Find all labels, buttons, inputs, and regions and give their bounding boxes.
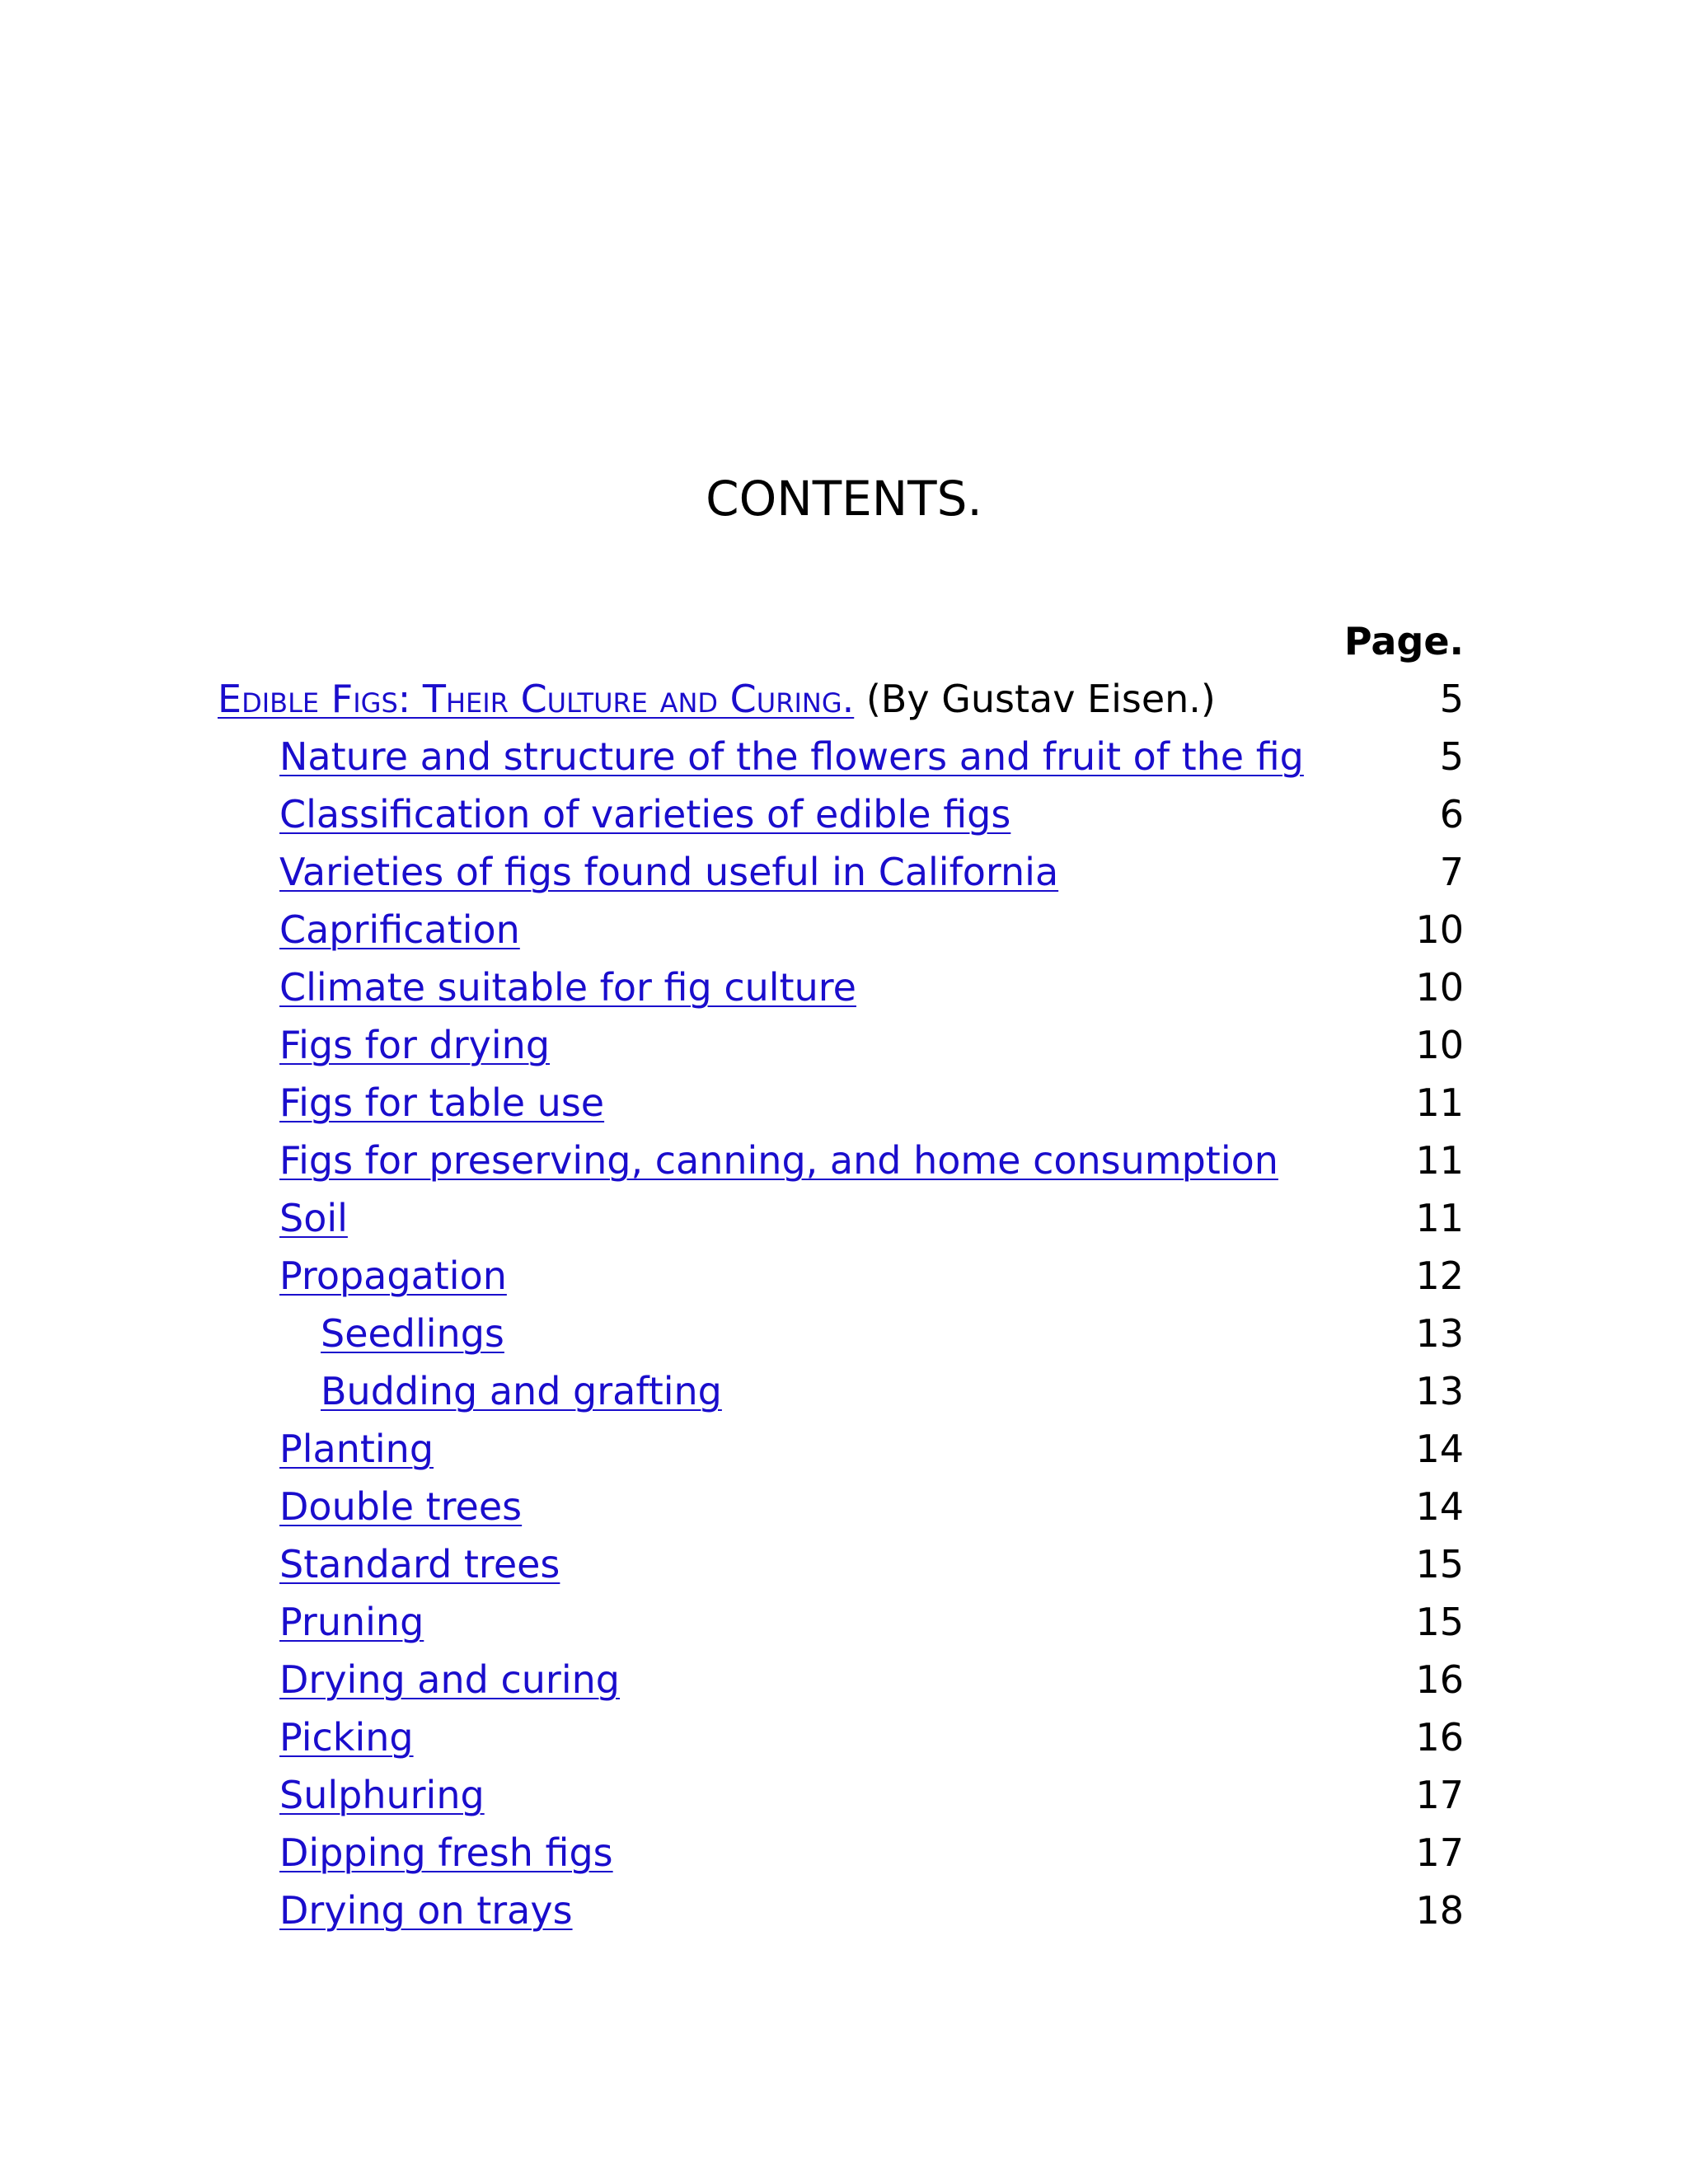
toc-entry-link[interactable]: Drying and curing: [279, 1657, 620, 1702]
toc-entry-link[interactable]: Dipping fresh figs: [279, 1830, 613, 1875]
toc-entry: [218, 1708, 1464, 1766]
toc-entry-link[interactable]: Figs for table use: [279, 1080, 605, 1125]
toc-page-number: 13: [1415, 1311, 1464, 1356]
toc-entry-link[interactable]: Climate suitable for fig culture: [279, 965, 856, 1010]
page-column-label: Page.: [1343, 619, 1464, 663]
toc-page-number: 17: [1415, 1773, 1464, 1817]
toc-entry-link[interactable]: Standard trees: [279, 1542, 560, 1586]
toc-page-number: 6: [1439, 792, 1464, 837]
toc-entry: [218, 785, 1464, 843]
toc-entry: [218, 1074, 1464, 1132]
toc-entry-link[interactable]: Drying on trays: [279, 1888, 573, 1933]
table-of-contents: [218, 612, 1464, 1939]
toc-entry-link[interactable]: Propagation: [279, 1254, 507, 1298]
toc-entry: [218, 1189, 1464, 1247]
toc-entry-link[interactable]: Figs for drying: [279, 1023, 551, 1067]
toc-entry-link[interactable]: Caprification: [279, 907, 520, 952]
toc-main-entry-note: (By Gustav Eisen.): [865, 677, 1216, 721]
toc-entry: [218, 1651, 1464, 1708]
toc-entry-link[interactable]: Pruning: [279, 1600, 424, 1644]
toc-main-entry-link[interactable]: Edible Figs: Their Culture and Curing.: [218, 677, 855, 721]
toc-page-number: 11: [1415, 1138, 1464, 1183]
toc-entry: [218, 843, 1464, 901]
toc-entry-link[interactable]: Figs for preserving, canning, and home consumption: [279, 1138, 1278, 1183]
toc-page-number: 10: [1415, 965, 1464, 1010]
toc-subentry: [218, 1362, 1464, 1420]
toc-page-number: 13: [1415, 1369, 1464, 1413]
toc-entry: [218, 1478, 1464, 1535]
toc-page-number: 7: [1439, 850, 1464, 894]
toc-page-number: 15: [1415, 1600, 1464, 1644]
toc-main-entry: [218, 670, 1464, 728]
toc-page-number: 5: [1439, 734, 1464, 779]
toc-header-row: [218, 612, 1464, 670]
toc-entry-link[interactable]: Nature and structure of the flowers and fruit of the fig: [279, 734, 1304, 779]
toc-entry-link[interactable]: Varieties of figs found useful in California: [279, 850, 1059, 894]
toc-page-number: 5: [1439, 677, 1464, 721]
toc-entry-link[interactable]: Classification of varieties of edible figs: [279, 792, 1011, 837]
toc-entry-link[interactable]: Soil: [279, 1196, 348, 1240]
toc-entry: [218, 1593, 1464, 1651]
toc-page-number: 18: [1415, 1888, 1464, 1933]
toc-page-number: 11: [1415, 1196, 1464, 1240]
toc-subentry-link[interactable]: Budding and grafting: [321, 1369, 722, 1413]
toc-entry: [218, 1132, 1464, 1189]
toc-entry: [218, 1882, 1464, 1939]
toc-entry-link[interactable]: Double trees: [279, 1484, 523, 1529]
toc-entry: [218, 1420, 1464, 1478]
toc-page-number: 16: [1415, 1657, 1464, 1702]
toc-entry: [218, 958, 1464, 1016]
toc-entry: [218, 1535, 1464, 1593]
toc-page-number: 14: [1415, 1427, 1464, 1471]
toc-subentry: [218, 1305, 1464, 1362]
toc-subentry-link[interactable]: Seedlings: [321, 1311, 504, 1356]
toc-page-number: 12: [1415, 1254, 1464, 1298]
toc-page-number: 10: [1415, 1023, 1464, 1067]
toc-page-number: 11: [1415, 1080, 1464, 1125]
toc-entry: [218, 1016, 1464, 1074]
toc-entry: [218, 1824, 1464, 1882]
toc-page-number: 17: [1415, 1830, 1464, 1875]
toc-page-number: 16: [1415, 1715, 1464, 1760]
toc-entry-link[interactable]: Planting: [279, 1427, 434, 1471]
toc-entry-link[interactable]: Picking: [279, 1715, 414, 1760]
page-title: CONTENTS.: [706, 471, 982, 527]
toc-page-number: 15: [1415, 1542, 1464, 1586]
toc-entry-link[interactable]: Sulphuring: [279, 1773, 485, 1817]
toc-page-number: 14: [1415, 1484, 1464, 1529]
toc-page-number: 10: [1415, 907, 1464, 952]
toc-entry: [218, 1247, 1464, 1305]
toc-entry: [218, 728, 1464, 785]
toc-entry: [218, 1766, 1464, 1824]
toc-entry: [218, 901, 1464, 958]
